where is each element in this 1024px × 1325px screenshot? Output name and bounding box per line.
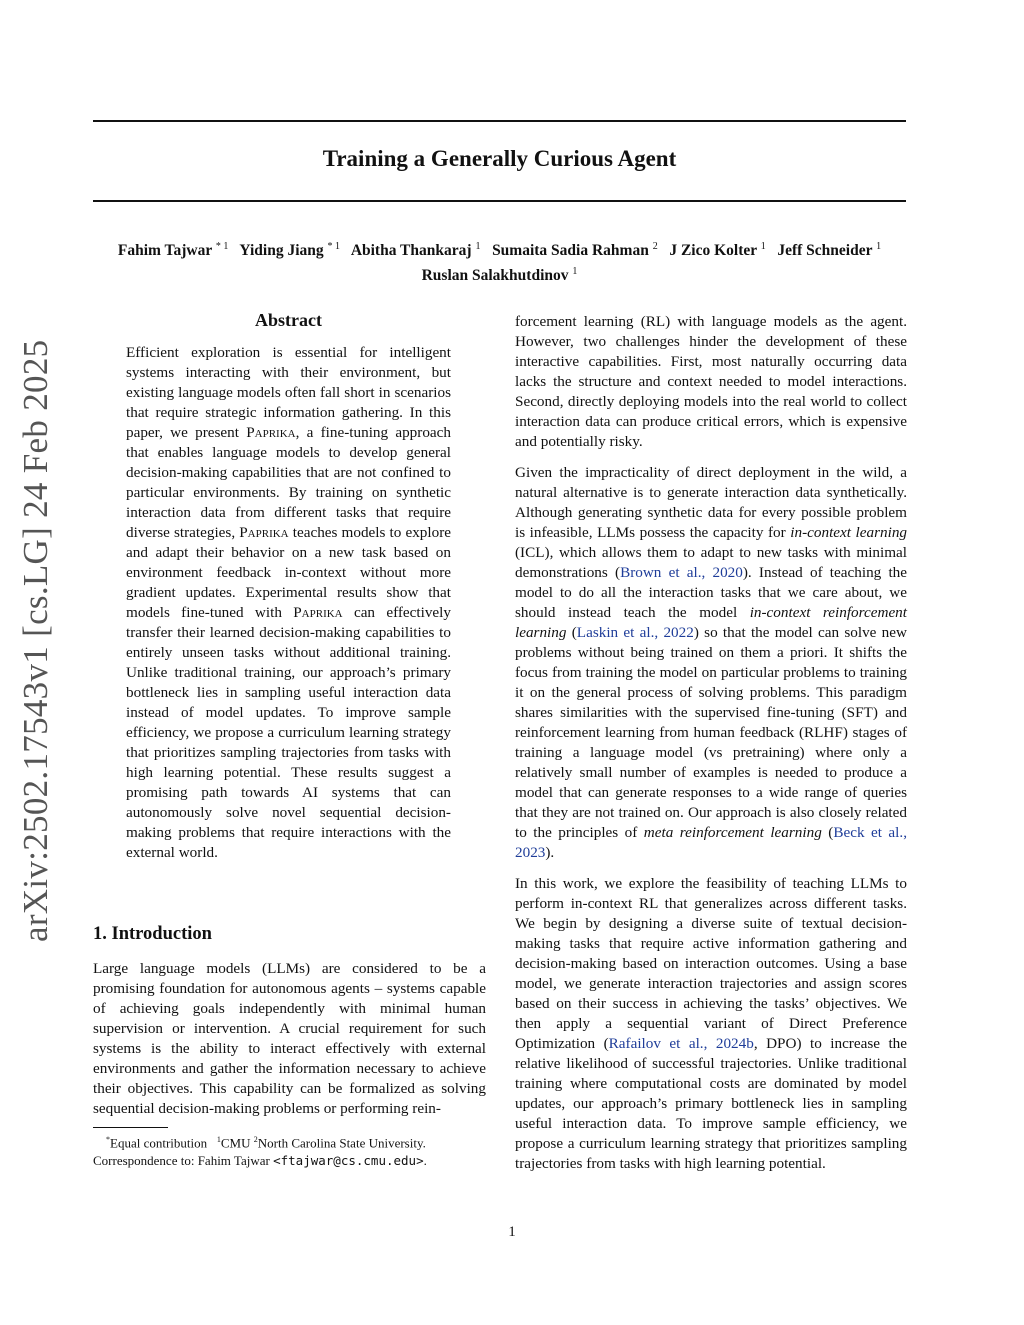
body-paragraph: forcement learning (RL) with language models as the agent. However, two challenges hinder the development of these interactive capabilities. First, most naturally occurring data lacks the structure and context needed to model interactions. Second, directly deploying models into the real world to collect interaction data can produce critical errors, which is expensive and potentially risky. <box>515 313 907 450</box>
author-line-1 <box>93 236 906 261</box>
page-number: 1 <box>508 1224 516 1240</box>
author: Jeff Schneider $^1$ <box>777 241 882 260</box>
author: Ruslan Salakhutdinov $^1$ <box>421 266 578 285</box>
abstract-body <box>126 343 451 874</box>
author-list <box>93 236 906 286</box>
arxiv-identifier[interactable]: arXiv:2502.17543v1 [cs.LG] 24 Feb 2025 <box>16 339 55 942</box>
method-name: Paprika <box>293 604 343 621</box>
citation-link[interactable]: Beck et al., 2023 <box>515 824 907 861</box>
author: J Zico Kolter $^1$ <box>669 241 766 260</box>
citation-link[interactable]: Brown et al., 2020 <box>620 564 743 581</box>
body-paragraph: Given the impracticality of direct deployment in the wild, a natural alternative is to generate interaction data synthetically. Although generating synthetic data for every possible problem is infeasible, LLMs possess the capacity for in-context learning (ICL), which allows them to adapt to new tasks with minimal demonstrations (Brown et al., 2020). Instead of teaching the model to do all the interaction tasks that we care about, we should instead teach the model in-context reinforcement learning (Laskin et al., 2022) so that the model can solve new problems without being trained on them a priori. It shifts the focus from training the model on particular problems to training it on the general process of solving problems. This paradigm shares similarities with the supervised fine-tuning (SFT) and reinforcement learning from human feedback (RLHF) stages of training a language model (vs pretraining) where only a relatively small number of examples is needed to produce a model that can generate responses to a wide range of queries that they are not trained on. Our approach is also closely related to the principles of meta reinforcement learning (Beck et al., 2023). <box>515 464 908 861</box>
method-name: Paprika <box>246 424 296 441</box>
author: Sumaita Sadia Rahman $^2$ <box>492 241 658 260</box>
author: Yiding Jiang $^{* 1}$ <box>239 241 341 260</box>
author: Abitha Thankaraj $^1$ <box>350 241 481 260</box>
title-top-rule <box>93 120 906 122</box>
author-line-2 <box>93 261 906 286</box>
method-name: Paprika <box>239 524 289 541</box>
footnote-rule <box>93 1127 168 1128</box>
intro-paragraph: Large language models (LLMs) are considered to be a promising foundation for autonomous agents – systems capable of achieving goals independently with minimal human supervision or intervention. A crucial requirement for such systems is the ability to interact effectively with external environments and gather the information necessary to achieve their objectives. This capability can be formalized as solving sequential decision-making problems or performing rein- <box>93 960 486 1117</box>
paper-title: Training a Generally Curious Agent <box>322 146 677 171</box>
email-link[interactable]: <ftajwar@cs.cmu.edu> <box>273 1153 424 1169</box>
abstract-heading: Abstract <box>255 310 322 330</box>
title-bottom-rule <box>93 200 906 202</box>
citation-link[interactable]: Rafailov et al., 2024b <box>608 1035 754 1052</box>
citation-link[interactable]: Laskin et al., 2022 <box>576 624 694 641</box>
intro-body <box>93 959 486 1130</box>
abstract-paragraph: Efficient exploration is essential for intelligent systems interacting with their environment, but existing language models often fall short in scenarios that require strategic information gathering. In this paper, we present Paprika, a fine-tuning approach that enables language models to develop general decision-making capabilities that are not confined to particular environments. By training on synthetic interaction data from different tasks that require diverse strategies, Paprika teaches models to explore and adapt their behavior on a new task based on environment feedback in-context without more gradient updates. Experimental results show that models fine-tuned with Paprika can effectively transfer their learned decision-making capabilities to entirely unseen tasks without additional training. Unlike traditional training, our approach’s primary bottleneck lies in sampling useful interaction data instead of model updates. To improve sample efficiency, we propose a curriculum learning strategy that prioritizes sampling trajectories from tasks with high learning potential. These results suggest a promising path towards AI systems that can autonomously solve novel sequential decision-making problems that require interactions with the external world. <box>126 344 451 861</box>
right-column-body <box>515 312 907 1185</box>
author: Fahim Tajwar $^{* 1}$ <box>117 241 229 260</box>
section-heading-introduction: 1. Introduction <box>93 924 212 944</box>
footnote: *Equal contribution $^1$CMU $^2$North Carolina State University. Correspondence to: Fahim Tajwar <ftajwar@cs.cmu.edu>. <box>93 1135 427 1169</box>
body-paragraph: In this work, we explore the feasibility of teaching LLMs to perform in-context RL that generalizes across different tasks. We begin by designing a diverse suite of textual decision-making tasks that require active information gathering and decision-making based on interaction outcomes. Using a base model, we generate interaction trajectories and assign scores based on their success in achieving the tasks’ objectives. We then apply a sequential variant of Direct Preference Optimization (Rafailov et al., 2024b, DPO) to increase the relative likelihood of successful trajectories. Unlike traditional training where computational costs are dominated by model updates, our approach’s primary bottleneck lies in sampling useful interaction data. To improve sample efficiency, we propose a curriculum learning strategy that prioritizes sampling trajectories from tasks with high learning potential. <box>515 875 908 1172</box>
